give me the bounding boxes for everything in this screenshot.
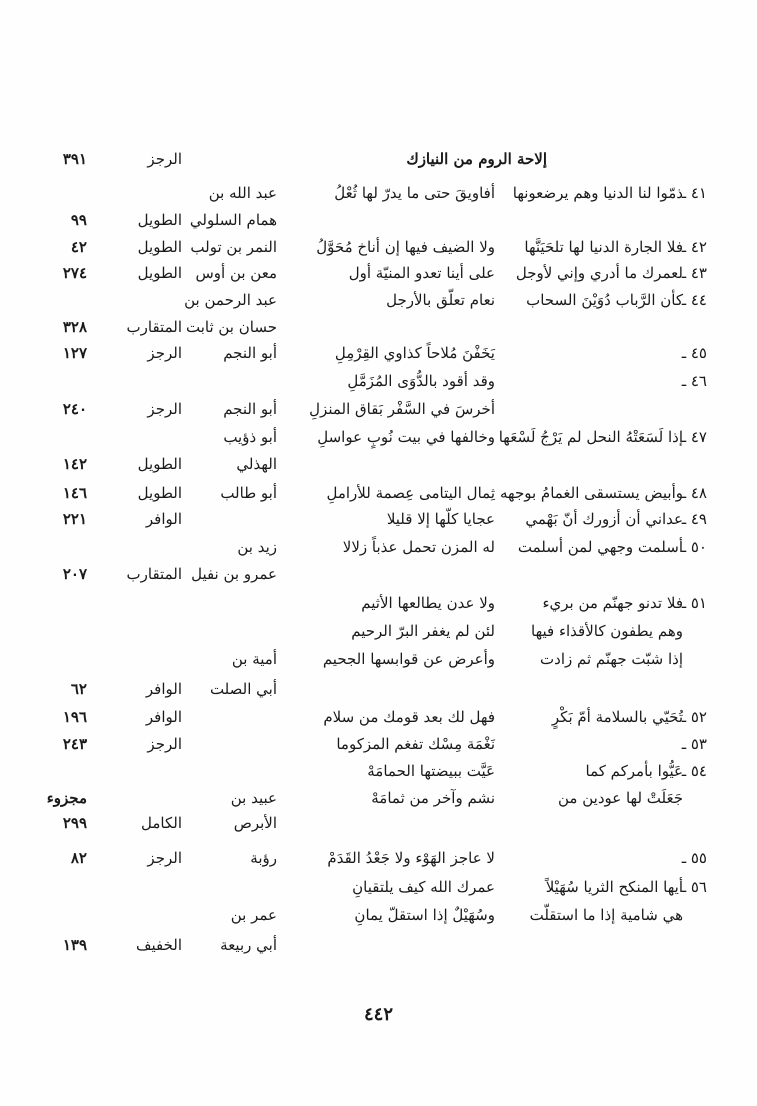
page-reference: ١٢٧	[62, 344, 87, 362]
second-hemistich: عَيَّت ببيضتها الحمامَهْ	[367, 762, 495, 780]
entry-row	[50, 234, 707, 260]
entry-row	[50, 932, 707, 958]
page-reference: ٢٠٧	[62, 565, 87, 583]
page-reference: ١٤٦	[62, 484, 87, 502]
entry-row	[50, 424, 707, 450]
first-hemistich: عَيُّوا بأمركم كما	[585, 762, 683, 780]
entry-number: ٥١ ـ	[681, 594, 707, 612]
second-hemistich: وأعرض عن قوابسها الجحيم	[322, 650, 495, 668]
poet-name: أبو طالب	[220, 484, 277, 502]
page-reference: ١٣٩	[62, 936, 87, 954]
meter-name: الرجز	[147, 344, 182, 362]
page-reference: ٢٢١	[62, 510, 87, 528]
first-hemistich: إذا شبّت جهنّم ثم زادت	[540, 650, 683, 668]
entry-row	[50, 561, 707, 587]
second-hemistich: عمرك الله كيف يلتقيانِ	[352, 878, 495, 896]
page-reference: ٢٤٣	[62, 735, 87, 753]
entry-row	[50, 180, 707, 206]
second-hemistich: نعام تعلّق بالأرجل	[386, 291, 495, 309]
second-hemistich: لا عاجز الهَوْء ولا جَعْدُ القَدَمْ	[327, 849, 495, 867]
meter-name: المتقارب	[126, 318, 182, 336]
entry-number: ٥٠ ـ	[681, 538, 707, 556]
page-reference: ٩٩	[70, 211, 87, 229]
first-hemistich: فلا تدنو جهنّم من بريء	[542, 594, 683, 612]
poet-name: الأبرص	[233, 814, 277, 832]
first-hemistich: عداني أن أزورك أنّ بَهْمي	[525, 510, 683, 528]
poet-name: عبد الرحمن بن	[184, 291, 277, 309]
meter-name: الخفيف	[135, 936, 182, 954]
poet-name: عمرو بن نفيل	[191, 565, 277, 583]
meter-name: الرجز	[147, 400, 182, 418]
entry-row	[50, 590, 707, 616]
meter-name: الرجز	[147, 735, 182, 753]
page-reference: ٢٩٩	[62, 814, 87, 832]
poet-name: حسان بن ثابت	[185, 318, 277, 336]
poet-name: الهذلي	[236, 455, 277, 473]
entry-row	[50, 287, 707, 313]
entry-row	[50, 314, 707, 340]
meter-name: الطويل	[137, 264, 182, 282]
header-row	[50, 146, 707, 172]
first-hemistich: كأن الرَّباب دُوَيْنَ السحاب	[526, 291, 683, 309]
header-meter: الرجز	[147, 150, 182, 168]
entry-number: ٥٣ ـ	[681, 735, 707, 753]
entry-row	[50, 618, 707, 644]
meter-name: المتقارب	[126, 565, 182, 583]
second-hemistich: يَخَفْنَ مُلاحاً كذاوي القِرْمِلِ	[334, 344, 495, 362]
second-hemistich: ولا عدن يطالعها الأثيم	[361, 594, 495, 612]
meter-name: الوافر	[145, 708, 182, 726]
page-reference: ١٤٢	[62, 455, 87, 473]
page-reference: ١٩٦	[62, 708, 87, 726]
poet-name: همام السلولي	[189, 211, 277, 229]
poet-name: أمية بن	[231, 650, 277, 668]
second-hemistich: عجايا كلّها إلا قليلا	[386, 510, 495, 528]
entry-number: ٥٢ ـ	[681, 708, 707, 726]
meter-name: الكامل	[141, 814, 182, 832]
meter-name: الرجز	[147, 849, 182, 867]
entry-row	[50, 845, 707, 871]
second-hemistich: له المزن تحمل عذباً زلالا	[342, 538, 495, 556]
second-hemistich: وخالفها في بيت نُوبٍ عواسلِ	[317, 428, 495, 446]
meter-name: الطويل	[137, 211, 182, 229]
entry-number: ٥٦ ـ	[681, 878, 707, 896]
second-hemistich: ثِمال اليتامى عِصمة للأراملِ	[326, 484, 495, 502]
entry-row	[50, 676, 707, 702]
second-hemistich: وسُهَيْلٌ إذا استقلّ يمانِ	[354, 906, 495, 924]
first-hemistich: إذا لَسَعَتْهُ النحل لم يَرْجُ لَسْعَها	[498, 428, 683, 446]
page-number-footer: ٤٤٢	[363, 1004, 393, 1025]
second-hemistich: أخرسَ في السَّفْر بَقاق المنزلِ	[309, 400, 495, 418]
entry-row	[50, 207, 707, 233]
entry-row	[50, 646, 707, 672]
poet-name: زيد بن	[237, 538, 277, 556]
poet-name: أبو النجم	[223, 400, 277, 418]
entry-row	[50, 396, 707, 422]
header-page-number: ٣٩١	[62, 150, 87, 168]
second-hemistich: فهل لك بعد قومك من سلام	[323, 708, 495, 726]
meter-name: الطويل	[137, 238, 182, 256]
page-reference: ٦٢	[70, 680, 87, 698]
entry-number: ٥٤ ـ	[681, 762, 707, 780]
page-reference: ٢٧٤	[62, 264, 87, 282]
entry-row	[50, 704, 707, 730]
second-hemistich: على أينا تعدو المنيّة أول	[348, 264, 495, 282]
second-hemistich: أفاويقَ حتى ما يدرّ لها ثُعْلُ	[334, 184, 495, 202]
entry-row	[50, 506, 707, 532]
entry-row	[50, 534, 707, 560]
first-hemistich: أيها المنكح الثريا سُهَيْلاً	[545, 878, 683, 896]
poet-name: النمر بن تولب	[190, 238, 277, 256]
entry-row	[50, 340, 707, 366]
first-hemistich: ذمّوا لنا الدنيا وهم يرضعونها	[512, 184, 683, 202]
page-reference: ٨٢	[70, 849, 87, 867]
entry-number: ٤٦ ـ	[681, 372, 707, 390]
entry-number: ٤٧ ـ	[681, 428, 707, 446]
first-hemistich: فلا الجارة الدنيا لها تلحَيَنَّها	[524, 238, 683, 256]
poet-name: رؤبة	[250, 849, 277, 867]
first-hemistich: تُحَيّي بالسلامة أمّ بَكْرٍ	[551, 708, 683, 726]
meter-name: الطويل	[137, 455, 182, 473]
first-hemistich: هي شامية إذا ما استقلّت	[529, 906, 683, 924]
entry-number: ٤٤ ـ	[681, 291, 707, 309]
poet-name: عبد الله بن	[208, 184, 277, 202]
entry-row	[46, 785, 707, 811]
first-hemistich: لعمرك ما أدري وإني لأوجل	[515, 264, 683, 282]
entry-row	[50, 260, 707, 286]
poet-name: أبي ربيعة	[220, 936, 277, 954]
page-reference: ٤٢	[70, 238, 87, 256]
second-hemistich: نشم وآخر من ثمامَهْ	[371, 789, 495, 807]
first-hemistich: أسلمت وجهي لمن أسلمت	[517, 538, 683, 556]
first-hemistich: جَعَلَتْ لها عودين من	[558, 789, 683, 807]
entry-row	[50, 480, 707, 506]
poet-name: عمر بن	[230, 906, 277, 924]
entry-number: ٤٨ ـ	[681, 484, 707, 502]
entry-number: ٤٣ ـ	[681, 264, 707, 282]
meter-name: الوافر	[145, 680, 182, 698]
meter-name: الطويل	[137, 484, 182, 502]
second-hemistich: ولا الضيف فيها إن أناخ مُحَوَّلُ	[316, 238, 495, 256]
entry-row	[50, 451, 707, 477]
meter-name: الوافر	[145, 510, 182, 528]
entry-number: ٤١ ـ	[681, 184, 707, 202]
entry-row	[50, 368, 707, 394]
entry-number: ٤٩ ـ	[681, 510, 707, 528]
entry-row	[50, 731, 707, 757]
second-hemistich: وقد أقود بالدُّوَى المُزَمَّلِ	[347, 372, 495, 390]
entry-row	[50, 758, 707, 784]
poet-name: أبو النجم	[223, 344, 277, 362]
second-hemistich: لئن لم يغفر البرّ الرحيم	[351, 622, 495, 640]
first-hemistich: وأبيض يستسقى الغمامُ بوجهه	[499, 484, 683, 502]
entry-row	[50, 810, 707, 836]
entry-row	[50, 902, 707, 928]
poet-name: معن بن أوس	[195, 264, 277, 282]
page-reference: مجزوء	[46, 789, 87, 807]
entry-number: ٥٥ ـ	[681, 849, 707, 867]
poet-name: عبيد بن	[230, 789, 277, 807]
entry-row	[50, 874, 707, 900]
poet-name: أبو ذؤيب	[223, 428, 277, 446]
first-hemistich: وهم يطفون كالأقذاء فيها	[531, 622, 683, 640]
page-title: إلاحة الروم من النيازك	[406, 150, 547, 168]
second-hemistich: نَغْمَة مِسْك تفغم المزكوما	[336, 735, 495, 753]
entry-number: ٤٢ ـ	[681, 238, 707, 256]
page-reference: ٣٢٨	[62, 318, 87, 336]
entry-number: ٤٥ ـ	[681, 344, 707, 362]
page-reference: ٢٤٠	[62, 400, 87, 418]
poet-name: أبي الصلت	[209, 680, 277, 698]
